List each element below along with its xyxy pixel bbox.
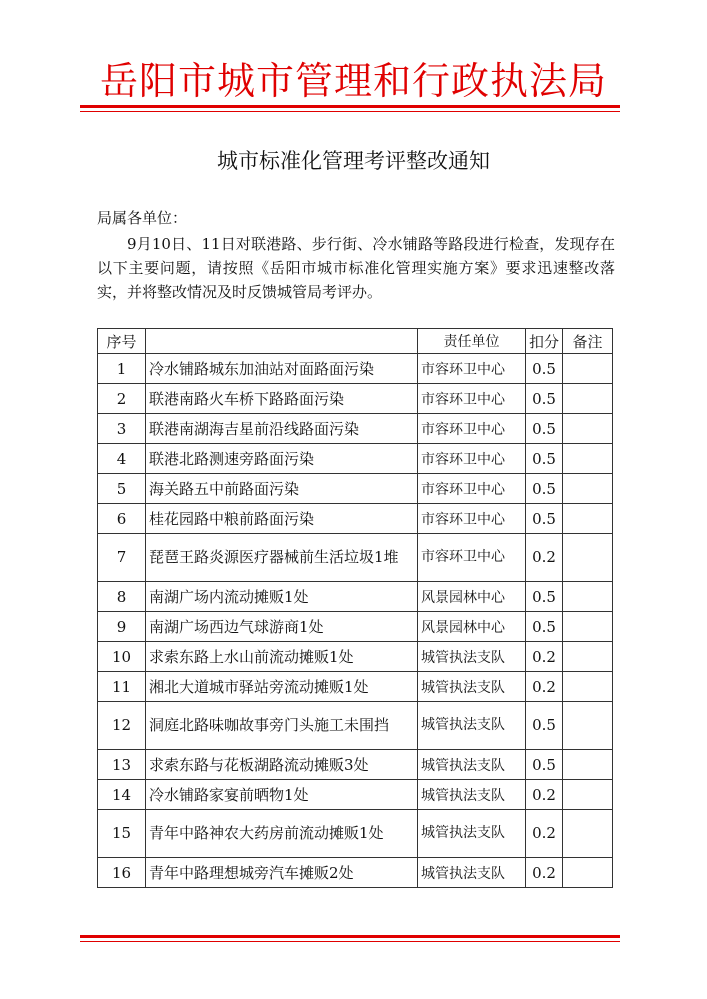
cell-no: 1 — [98, 354, 146, 384]
salutation: 局属各单位： — [97, 209, 188, 227]
cell-issue: 求索东路与花板湖路流动摊贩3处 — [146, 750, 418, 780]
cell-no: 11 — [98, 672, 146, 702]
letterhead-rule-thin — [80, 111, 620, 112]
cell-issue: 冷水铺路家宴前晒物1处 — [146, 780, 418, 810]
cell-no: 7 — [98, 534, 146, 582]
cell-issue: 联港南路火车桥下路路面污染 — [146, 384, 418, 414]
cell-issue: 青年中路神农大药房前流动摊贩1处 — [146, 810, 418, 858]
cell-no: 14 — [98, 780, 146, 810]
cell-issue: 南湖广场内流动摊贩1处 — [146, 582, 418, 612]
cell-no: 16 — [98, 858, 146, 888]
cell-note — [563, 702, 613, 750]
cell-issue: 琵琶王路炎源医疗器械前生活垃圾1堆 — [146, 534, 418, 582]
cell-points: 0.2 — [526, 672, 563, 702]
footer-rule-thick — [80, 935, 620, 938]
cell-unit: 城管执法支队 — [418, 750, 526, 780]
cell-issue: 青年中路理想城旁汽车摊贩2处 — [146, 858, 418, 888]
cell-note — [563, 612, 613, 642]
cell-note — [563, 354, 613, 384]
header-points: 扣分 — [526, 329, 563, 354]
cell-unit: 市容环卫中心 — [418, 444, 526, 474]
cell-note — [563, 810, 613, 858]
cell-no: 2 — [98, 384, 146, 414]
org-letterhead-title: 岳阳市城市管理和行政执法局 — [99, 59, 607, 103]
cell-no: 3 — [98, 414, 146, 444]
cell-points: 0.5 — [526, 612, 563, 642]
cell-points: 0.5 — [526, 474, 563, 504]
table-row — [98, 672, 613, 702]
table-row — [98, 810, 613, 858]
table-row — [98, 582, 613, 612]
cell-points: 0.5 — [526, 384, 563, 414]
cell-issue: 洞庭北路味咖故事旁门头施工未围挡 — [146, 702, 418, 750]
table-row — [98, 858, 613, 888]
cell-no: 5 — [98, 474, 146, 504]
cell-no: 12 — [98, 702, 146, 750]
cell-unit: 城管执法支队 — [418, 810, 526, 858]
cell-unit: 城管执法支队 — [418, 672, 526, 702]
cell-no: 9 — [98, 612, 146, 642]
cell-points: 0.5 — [526, 702, 563, 750]
cell-no: 6 — [98, 504, 146, 534]
letterhead-rule-thick — [80, 105, 620, 108]
cell-unit: 城管执法支队 — [418, 702, 526, 750]
cell-note — [563, 582, 613, 612]
cell-note — [563, 672, 613, 702]
cell-note — [563, 474, 613, 504]
cell-unit: 市容环卫中心 — [418, 504, 526, 534]
rectification-table — [97, 328, 613, 888]
cell-note — [563, 414, 613, 444]
cell-issue: 湘北大道城市驿站旁流动摊贩1处 — [146, 672, 418, 702]
cell-points: 0.5 — [526, 354, 563, 384]
cell-points: 0.2 — [526, 810, 563, 858]
cell-issue: 桂花园路中粮前路面污染 — [146, 504, 418, 534]
cell-points: 0.2 — [526, 858, 563, 888]
table-row — [98, 534, 613, 582]
cell-note — [563, 858, 613, 888]
body-paragraph: 9月10日、11日对联港路、步行街、冷水铺路等路段进行检查，发现存在以下主要问题，请按照《岳阳市城市标准化管理实施方案》要求迅速整改落 实，并将整改情况及时反馈城管局考评办。 — [97, 235, 615, 301]
cell-points: 0.2 — [526, 780, 563, 810]
cell-unit: 市容环卫中心 — [418, 534, 526, 582]
document-title: 城市标准化管理考评整改通知 — [217, 149, 490, 173]
cell-no: 15 — [98, 810, 146, 858]
cell-points: 0.5 — [526, 504, 563, 534]
cell-no: 4 — [98, 444, 146, 474]
table-row — [98, 384, 613, 414]
cell-note — [563, 444, 613, 474]
cell-unit: 风景园林中心 — [418, 612, 526, 642]
cell-no: 13 — [98, 750, 146, 780]
table-row — [98, 612, 613, 642]
header-unit: 责任单位 — [418, 329, 526, 354]
cell-no: 8 — [98, 582, 146, 612]
table-row — [98, 642, 613, 672]
cell-unit: 城管执法支队 — [418, 858, 526, 888]
cell-note — [563, 534, 613, 582]
cell-unit: 市容环卫中心 — [418, 354, 526, 384]
cell-issue: 联港南湖海吉星前沿线路面污染 — [146, 414, 418, 444]
cell-unit: 城管执法支队 — [418, 780, 526, 810]
cell-unit: 市容环卫中心 — [418, 474, 526, 504]
header-note: 备注 — [563, 329, 613, 354]
cell-note — [563, 642, 613, 672]
footer-rule-thin — [80, 941, 620, 942]
cell-unit: 市容环卫中心 — [418, 384, 526, 414]
cell-note — [563, 750, 613, 780]
cell-note — [563, 384, 613, 414]
table-row — [98, 702, 613, 750]
table-row — [98, 414, 613, 444]
cell-issue: 南湖广场西边气球游商1处 — [146, 612, 418, 642]
table-header-row — [98, 329, 613, 354]
table-row — [98, 474, 613, 504]
cell-points: 0.5 — [526, 750, 563, 780]
cell-points: 0.5 — [526, 582, 563, 612]
cell-issue: 海关路五中前路面污染 — [146, 474, 418, 504]
header-no: 序号 — [98, 329, 146, 354]
cell-issue: 联港北路测速旁路面污染 — [146, 444, 418, 474]
cell-issue: 求索东路上水山前流动摊贩1处 — [146, 642, 418, 672]
cell-issue: 冷水铺路城东加油站对面路面污染 — [146, 354, 418, 384]
cell-unit: 城管执法支队 — [418, 642, 526, 672]
cell-note — [563, 504, 613, 534]
header-issue — [146, 329, 418, 354]
table-row — [98, 504, 613, 534]
cell-points: 0.2 — [526, 642, 563, 672]
cell-unit: 市容环卫中心 — [418, 414, 526, 444]
table-row — [98, 750, 613, 780]
table-row — [98, 354, 613, 384]
cell-points: 0.2 — [526, 534, 563, 582]
cell-note — [563, 780, 613, 810]
cell-no: 10 — [98, 642, 146, 672]
table-row — [98, 780, 613, 810]
cell-unit: 风景园林中心 — [418, 582, 526, 612]
cell-points: 0.5 — [526, 414, 563, 444]
cell-points: 0.5 — [526, 444, 563, 474]
table-row — [98, 444, 613, 474]
